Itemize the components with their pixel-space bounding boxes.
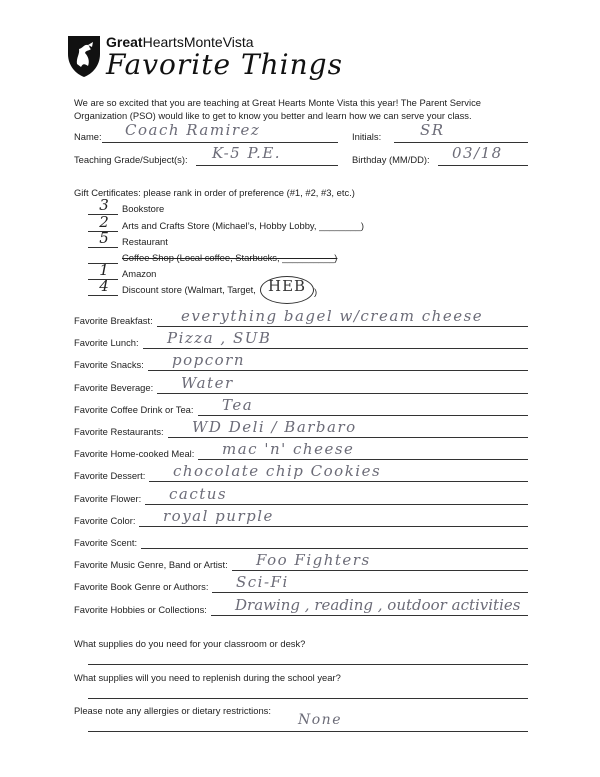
favorite-answer-field[interactable]: Tea (222, 396, 254, 414)
favorite-label: Favorite Music Genre, Band or Artist: (74, 559, 228, 570)
favorite-answer-line (232, 570, 528, 571)
gift-option-label: Restaurant (122, 236, 168, 247)
favorite-answer-field[interactable]: chocolate chip Cookies (173, 462, 382, 480)
gift-rank-input[interactable]: 4 (99, 277, 109, 295)
gift-rank-input[interactable]: 5 (99, 229, 109, 247)
favorite-label: Favorite Snacks: (74, 359, 144, 370)
birthday-label: Birthday (MM/DD): (352, 154, 430, 165)
gift-rank-input[interactable]: 2 (99, 213, 109, 231)
favorite-label: Favorite Home-cooked Meal: (74, 448, 195, 459)
intro-text: We are so excited that you are teaching at Great Hearts Monte Vista this year! The Parent Service Organization (PSO) would like to get to know you better and learn how we can serve your class. (74, 97, 481, 121)
gift-heading: Gift Certificates: please rank in order of preference (#1, #2, #3, etc.) (74, 187, 355, 198)
favorite-answer-field[interactable]: Foo Fighters (256, 551, 371, 569)
name-label: Name: (74, 131, 102, 142)
gift-rank-line (88, 295, 118, 296)
favorite-answer-field[interactable]: royal purple (163, 507, 274, 525)
favorite-label: Favorite Hobbies or Collections: (74, 604, 207, 615)
favorite-answer-field[interactable]: everything bagel w/cream cheese (181, 307, 484, 325)
favorite-label: Favorite Book Genre or Authors: (74, 581, 209, 592)
gift-rank-input[interactable]: 1 (99, 261, 109, 279)
gift-option-label: Discount store (Walmart, Target, (122, 284, 256, 295)
favorite-answer-line (141, 548, 528, 549)
brand-name: GreatHeartsMonteVista (106, 34, 254, 50)
favorite-answer-line (157, 393, 528, 394)
allergies-question: Please note any allergies or dietary restrictions: (74, 705, 271, 716)
grade-label: Teaching Grade/Subject(s): (74, 154, 188, 165)
favorite-answer-line (149, 481, 528, 482)
favorite-label: Favorite Coffee Drink or Tea: (74, 404, 194, 415)
school-crest-logo (66, 34, 102, 78)
favorite-label: Favorite Lunch: (74, 337, 139, 348)
favorite-answer-line (143, 348, 528, 349)
favorite-answer-line (139, 526, 528, 527)
gift-option-label: Arts and Crafts Store (Michael’s, Hobby Lobby, ________) (122, 220, 364, 231)
heb-value: HEB (268, 277, 307, 295)
favorite-answer-line (168, 437, 528, 438)
favorite-answer-field[interactable]: popcorn (172, 351, 245, 369)
name-field[interactable]: Coach Ramirez (125, 121, 261, 139)
favorite-answer-line (157, 326, 528, 327)
favorite-answer-field[interactable]: WD Deli / Barbaro (192, 418, 357, 436)
favorite-label: Favorite Beverage: (74, 382, 154, 393)
grade-field[interactable]: K-5 P.E. (212, 144, 282, 162)
favorite-answer-field[interactable]: mac 'n' cheese (222, 440, 355, 458)
replenish-question: What supplies will you need to replenish during the school year? (74, 672, 341, 683)
initials-field[interactable]: SR (420, 121, 445, 139)
favorite-answer-field[interactable]: Water (181, 374, 234, 392)
favorite-answer-field[interactable]: Sci-Fi (236, 573, 289, 591)
favorite-label: Favorite Color: (74, 515, 136, 526)
favorite-answer-line (198, 459, 528, 460)
allergies-field[interactable]: None (298, 712, 342, 728)
favorite-answer-line (145, 504, 528, 505)
favorite-answer-field[interactable]: Pizza , SUB (167, 329, 272, 347)
favorite-answer-field[interactable]: Drawing , reading , outdoor activities (235, 596, 521, 614)
favorite-answer-field[interactable]: cactus (169, 485, 228, 503)
favorite-answer-line (211, 615, 528, 616)
gift-option-label: Bookstore (122, 203, 165, 214)
favorite-label: Favorite Restaurants: (74, 426, 164, 437)
gift-option-label: Amazon (122, 268, 157, 279)
birthday-field[interactable]: 03/18 (452, 144, 503, 162)
gift-rank-line (88, 247, 118, 248)
supplies-question: What supplies do you need for your classroom or desk? (74, 638, 306, 649)
gift-rank-input[interactable]: 3 (99, 196, 109, 214)
favorite-answer-line (212, 592, 528, 593)
favorite-answer-line (148, 370, 528, 371)
favorite-answer-line (198, 415, 528, 416)
favorite-label: Favorite Dessert: (74, 470, 146, 481)
favorite-label: Favorite Scent: (74, 537, 138, 548)
page-title: Favorite Things (106, 48, 343, 81)
favorite-label: Favorite Breakfast: (74, 315, 153, 326)
initials-label: Initials: (352, 131, 382, 142)
discount-close-paren: ) (314, 286, 318, 297)
favorite-label: Favorite Flower: (74, 493, 142, 504)
gift-option-label: Coffee Shop (Local coffee, Starbucks, __________) (122, 252, 338, 263)
